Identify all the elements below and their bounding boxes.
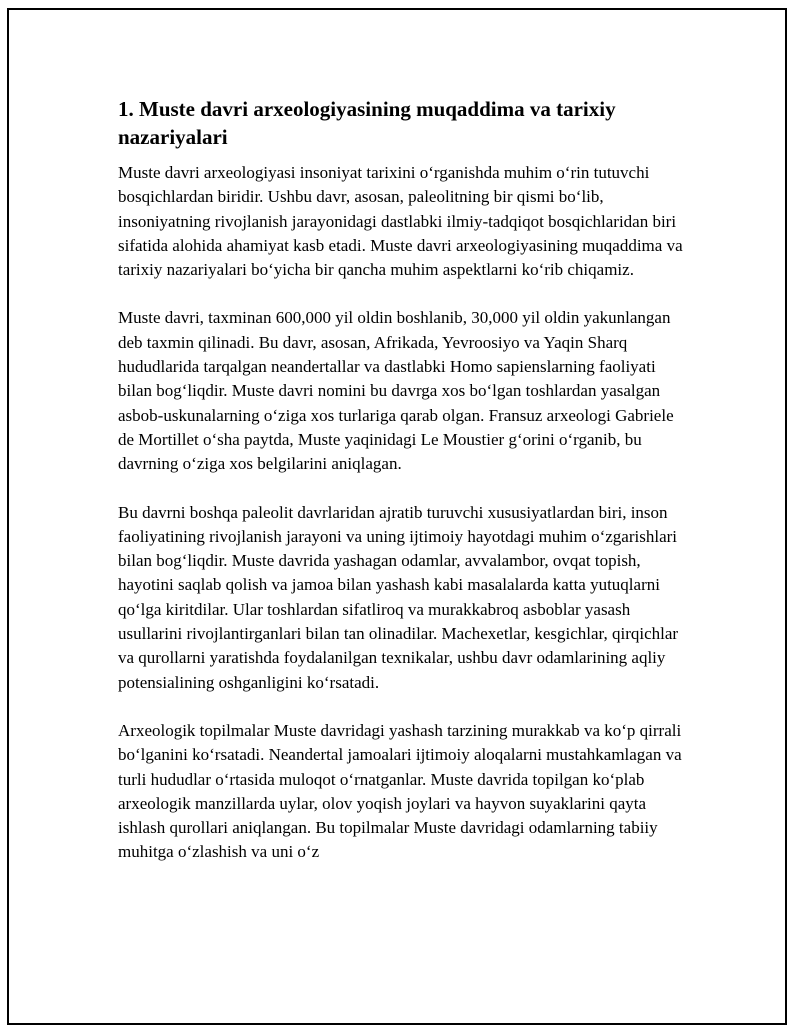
paragraph-chronology: Muste davri, taxminan 600,000 yil oldin boshlanib, 30,000 yil oldin yakunlangan deb taxmin qilinadi. Bu davr, asosan, Afrikada, Yevroosiyo va Yaqin Sharq hududlarida tarqalgan neandertallar va dastlabki Homo sapienslarning faoliyati bilan bogʻliqdir. Muste davri nomini bu davrga xos boʻlgan toshlardan yasalgan asbob-uskunalarning oʻziga xos turlariga qarab olgan. Fransuz arxeologi Gabriele de Mortillet oʻsha paytda, Muste yaqinidagi Le Moustier gʻorini oʻrganib, bu davrning oʻziga xos belgilarini aniqlagan.: [118, 308, 674, 474]
document-body: [118, 95, 688, 889]
paragraph-characteristics: Bu davrni boshqa paleolit davrlaridan ajratib turuvchi xususiyatlardan biri, inson faoliyatining rivojlanish jarayoni va uning ijtimoiy hayotdagi muhim oʻzgarishlari bilan bogʻliqdir. Muste davrida yashagan odamlar, avvalambor, ovqat topish, hayotini saqlab qolish va jamoa bilan yashash kabi masalalarda katta yutuqlarni qoʻlga kiritdilar. Ular toshlardan sifatliroq va murakkabroq asboblar yasash usullarini rivojlantirganlari bilan tan olinadilar. Machexetlar, kesgichlar, qirqichlar va qurollarni yaratishda foydalanilgan texnikalar, ushbu davr odamlarining aqliy potensialining oshganligini koʻrsatadi.: [118, 502, 679, 692]
paragraph-intro: Muste davri arxeologiyasi insoniyat tarixini oʻrganishda muhim oʻrin tutuvchi bosqichlardan biridir. Ushbu davr, asosan, paleolitning bir qismi boʻlib, insoniyatning rivojlanish jarayonidagi dastlabki ilmiy-tadqiqot bosqichlaridan biri sifatida alohida ahamiyat kasb etadi. Muste davri arxeologiyasining muqaddima va tarixiy nazariyalari boʻyicha bir qancha muhim aspektlarni koʻrib chiqamiz.: [118, 163, 683, 280]
section-heading: 1. Muste davri arxeologiyasining muqaddima va tarixiy nazariyalari: [118, 97, 616, 149]
paragraph-findings: Arxeologik topilmalar Muste davridagi yashash tarzining murakkab va koʻp qirrali boʻlganini koʻrsatadi. Neandertal jamoalari ijtimoiy aloqalarni mustahkamlagan va turli hududlar oʻrtasida muloqot oʻrnatganlar. Muste davrida topilgan koʻplab arxeologik manzillarda uylar, olov yoqish joylari va hayvon suyaklarini qayta ishlash qurollari aniqlangan. Bu topilmalar Muste davridagi odamlarning tabiiy muhitga oʻzlashish va uni oʻz: [118, 720, 682, 862]
